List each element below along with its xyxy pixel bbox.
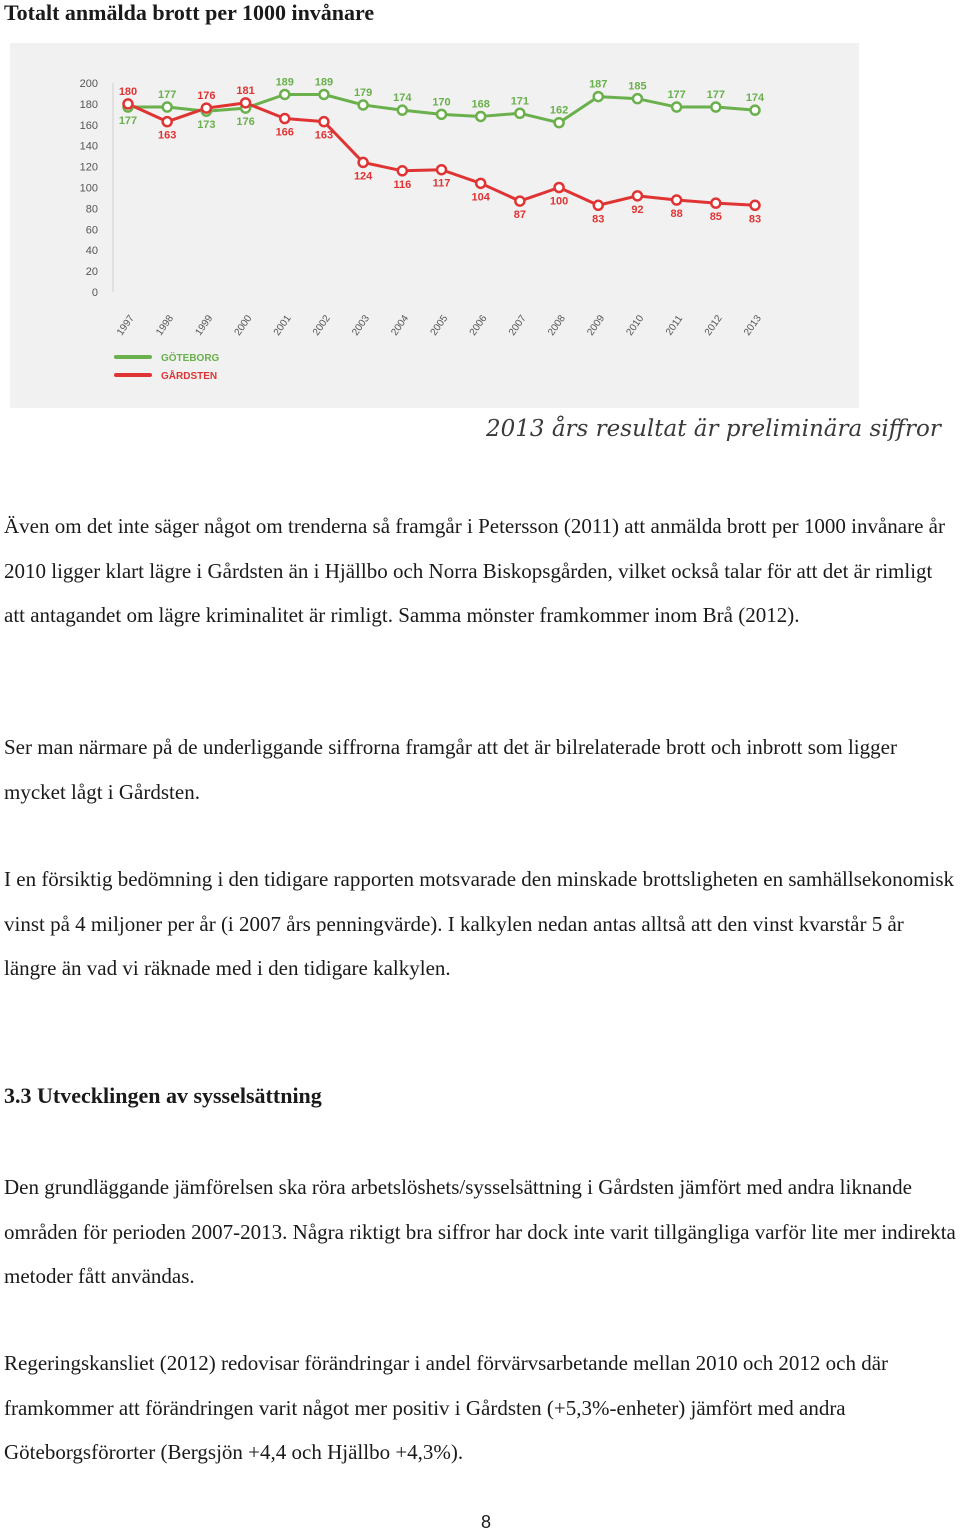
data-point <box>515 109 524 118</box>
y-tick-label: 20 <box>85 266 98 279</box>
data-label: 85 <box>709 211 722 224</box>
data-label: 171 <box>510 95 530 108</box>
data-label: 117 <box>432 177 451 190</box>
data-label: 189 <box>275 76 294 89</box>
x-tick-label: 2011 <box>663 313 686 338</box>
data-point <box>437 165 446 174</box>
data-point <box>594 92 603 101</box>
data-label: 187 <box>589 78 608 91</box>
data-label: 163 <box>158 129 177 142</box>
data-point <box>633 191 642 200</box>
data-label: 87 <box>513 209 526 222</box>
y-tick-label: 120 <box>79 161 98 174</box>
data-point <box>594 201 603 210</box>
data-point <box>515 197 524 206</box>
data-point <box>751 106 760 115</box>
x-tick-label: 2010 <box>624 313 647 338</box>
crime-line-chart <box>10 43 859 408</box>
data-point <box>672 196 681 205</box>
data-point <box>280 90 289 99</box>
data-point <box>124 99 133 108</box>
data-point <box>555 118 564 127</box>
data-label: 177 <box>118 115 138 128</box>
x-tick-label: 2012 <box>702 313 725 338</box>
data-label: 124 <box>353 170 373 183</box>
x-tick-label: 2008 <box>546 313 568 338</box>
legend-label: GÅRDSTEN <box>161 371 218 382</box>
data-label: 176 <box>236 116 255 129</box>
data-label: 177 <box>667 89 686 102</box>
data-label: 168 <box>471 98 490 111</box>
y-tick-label: 0 <box>91 287 98 299</box>
paragraph-3: I en försiktig bedömning i den tidigare rapporten motsvarade den minskade brottsligheten en samhällsekonomisk vinst på 4 miljoner per år (i 2007 års penningvärde). I kalkylen nedan antas alltså att den vinst kvarstår 5 år längre än vad vi räknade med i den tidigare kalkylen. <box>4 867 955 980</box>
x-tick-label: 2003 <box>350 313 372 338</box>
x-tick-label: 2013 <box>742 313 764 338</box>
data-point <box>398 106 407 115</box>
data-label: 177 <box>158 89 177 102</box>
data-label: 83 <box>748 213 762 226</box>
x-tick-label: 2000 <box>232 313 255 338</box>
data-point <box>319 90 328 99</box>
data-point <box>319 117 328 126</box>
data-point <box>555 183 564 192</box>
data-point <box>163 117 172 126</box>
data-point <box>751 201 760 210</box>
data-label: 174 <box>393 92 412 105</box>
data-label: 174 <box>745 92 765 105</box>
data-label: 185 <box>628 80 647 93</box>
x-tick-label: 2002 <box>311 313 333 338</box>
y-tick-label: 160 <box>79 119 98 132</box>
data-label: 83 <box>592 213 605 226</box>
data-label: 176 <box>197 90 216 103</box>
data-label: 104 <box>471 191 490 204</box>
section-heading: 3.3 Utvecklingen av sysselsättning <box>4 1083 322 1108</box>
data-label: 88 <box>670 208 683 221</box>
data-label: 189 <box>314 76 334 89</box>
data-label: 170 <box>432 96 451 109</box>
data-label: 100 <box>549 195 569 208</box>
x-tick-label: 2001 <box>271 313 294 338</box>
data-label: 177 <box>706 89 725 102</box>
data-label: 179 <box>353 86 373 99</box>
data-label: 116 <box>393 178 412 191</box>
data-point <box>202 104 211 113</box>
x-tick-label: 2004 <box>389 313 412 338</box>
x-tick-label: 2005 <box>428 313 451 338</box>
data-label: 166 <box>275 126 294 139</box>
data-point <box>359 100 368 109</box>
data-point <box>359 158 368 167</box>
x-tick-label: 2009 <box>585 313 608 338</box>
x-tick-label: 1998 <box>154 313 177 338</box>
data-point <box>280 114 289 123</box>
y-tick-label: 180 <box>79 98 98 111</box>
x-tick-label: 1997 <box>115 313 137 338</box>
y-tick-label: 40 <box>85 245 98 258</box>
chart-heading: Totalt anmälda brott per 1000 invånare <box>4 0 375 25</box>
y-tick-label: 80 <box>85 203 98 216</box>
data-point <box>711 103 720 112</box>
data-point <box>476 112 485 121</box>
data-point <box>241 98 250 107</box>
y-tick-label: 100 <box>79 182 98 195</box>
data-point <box>476 179 485 188</box>
chart-note: 2013 års resultat är preliminära siffror <box>486 416 941 442</box>
y-tick-label: 200 <box>79 78 98 90</box>
data-label: 162 <box>549 104 569 117</box>
x-tick-label: 2006 <box>467 313 490 338</box>
data-point <box>163 103 172 112</box>
data-label: 180 <box>118 85 138 98</box>
data-point <box>672 103 681 112</box>
paragraph-1: Även om det inte säger något om trenderna så framgår i Petersson (2011) att anmälda brott per 1000 invånare år 2010 ligger klart lägre i Gårdsten än i Hjällbo och Norra Biskopsgården, vilket också talar för att det är rimligt att antagandet om lägre kriminalitet är rimligt. Samma mönster framkommer inom Brå (2012). <box>4 514 945 627</box>
data-point <box>437 110 446 119</box>
data-point <box>711 199 720 208</box>
section-paragraph-1: Den grundläggande jämförelsen ska röra arbetslöshets/sysselsättning i Gårdsten jämfört med andra liknande områden för perioden 2007-2013. Några riktigt bra siffror har dock inte varit tillgängliga varför lite mer indirekta metoder fått användas. <box>4 1175 956 1288</box>
section-paragraph-2: Regeringskansliet (2012) redovisar förändringar i andel förvärvsarbetande mellan 2010 och 2012 och där framkommer att förändringen varit något mer positiv i Gårdsten (+5,3%-enheter) jämfört med andra Göteborgsförorter (Bergsjön +4,4 och Hjällbo +4,3%). <box>4 1351 889 1464</box>
x-tick-label: 2007 <box>506 313 529 338</box>
y-tick-label: 140 <box>79 140 98 153</box>
data-label: 92 <box>631 203 644 216</box>
legend-label: GÖTEBORG <box>161 353 220 364</box>
data-point <box>398 166 407 175</box>
y-tick-label: 60 <box>85 224 98 237</box>
data-point <box>633 94 642 103</box>
data-label: 173 <box>197 119 216 132</box>
x-tick-label: 1999 <box>193 313 216 338</box>
data-label: 181 <box>236 84 255 97</box>
paragraph-2: Ser man närmare på de underliggande siffrorna framgår att det är bilrelaterade brott och inbrott som ligger mycket lågt i Gårdsten. <box>4 735 897 804</box>
data-label: 163 <box>314 129 334 142</box>
page-number: 8 <box>480 1512 491 1532</box>
